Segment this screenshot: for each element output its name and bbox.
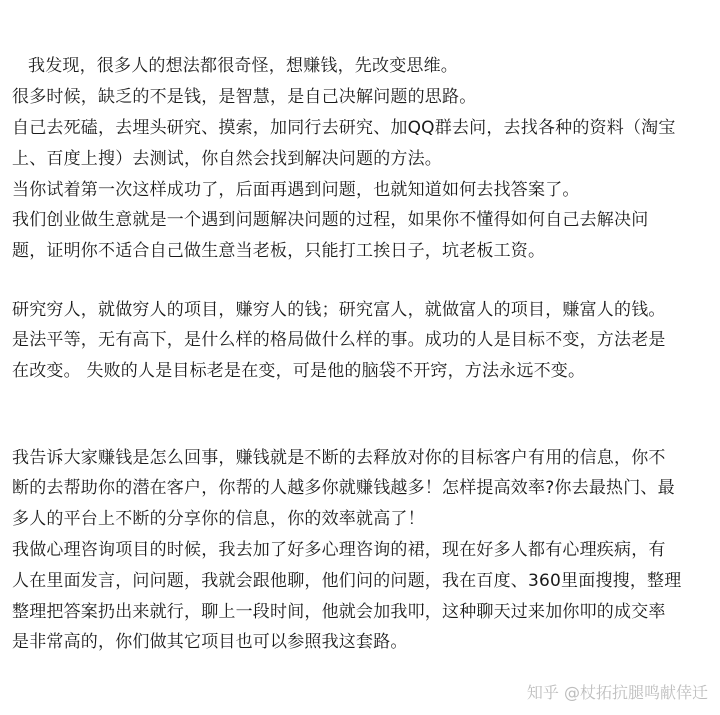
text-line: 我做心理咨询项目的时候，我去加了好多心理咨询的裙，现在好多人都有心理疾病，有 [12, 540, 666, 560]
text-line: 是非常高的，你们做其它项目也可以参照我这套路。 [12, 632, 408, 652]
text-line: 当你试着第一次这样成功了，后面再遇到问题，也就知道如何去找答案了。 [12, 180, 580, 200]
text-line: 整理把答案扔出来就行，聊上一段时间，他就会加我叩，这种聊天过来加你叩的成交率 [12, 602, 666, 622]
text-line: 人在里面发言，问问题，我就会跟他聊，他们问的问题，我在百度、360里面搜搜，整理 [12, 571, 682, 591]
watermark-text: 知乎 @杖拓抗腿鸣献倖迁 [526, 683, 708, 702]
text-line: 自己去死磕，去埋头研究、摸索，加同行去研究、加QQ群去问，去找各种的资料（淘宝 [12, 118, 676, 138]
text-line: 很多时候，缺乏的不是钱，是智慧，是自己决解问题的思路。 [12, 87, 477, 107]
text-line: 我告诉大家赚钱是怎么回事，赚钱就是不断的去释放对你的目标客户有用的信息，你不 [12, 448, 666, 468]
text-line: 是法平等，无有高下，是什么样的格局做什么样的事。成功的人是目标不变，方法老是 [12, 330, 666, 350]
text-line: 我们创业做生意就是一个遇到问题解决问题的过程，如果你不懂得如何自己去解决问 [12, 210, 649, 230]
text-line: 上、百度上搜）去测试，你自然会找到解决问题的方法。 [12, 149, 442, 169]
text-line: 我发现，很多人的想法都很奇怪，想赚钱，先改变思维。 [28, 56, 458, 76]
text-line: 研究穷人，就做穷人的项目，赚穷人的钱；研究富人，就做富人的项目，赚富人的钱。 [12, 300, 666, 320]
text-line: 在改变。 失败的人是目标老是在变，可是他的脑袋不开窍，方法永远不变。 [12, 361, 586, 381]
text-line: 断的去帮助你的潜在客户，你帮的人越多你就赚钱越多！怎样提高效率?你去最热门、最 [12, 478, 675, 498]
text-line: 题，证明你不适合自己做生意当老板，只能打工挨日子，坑老板工资。 [12, 241, 546, 261]
text-line: 多人的平台上不断的分享你的信息，你的效率就高了！ [12, 509, 425, 529]
